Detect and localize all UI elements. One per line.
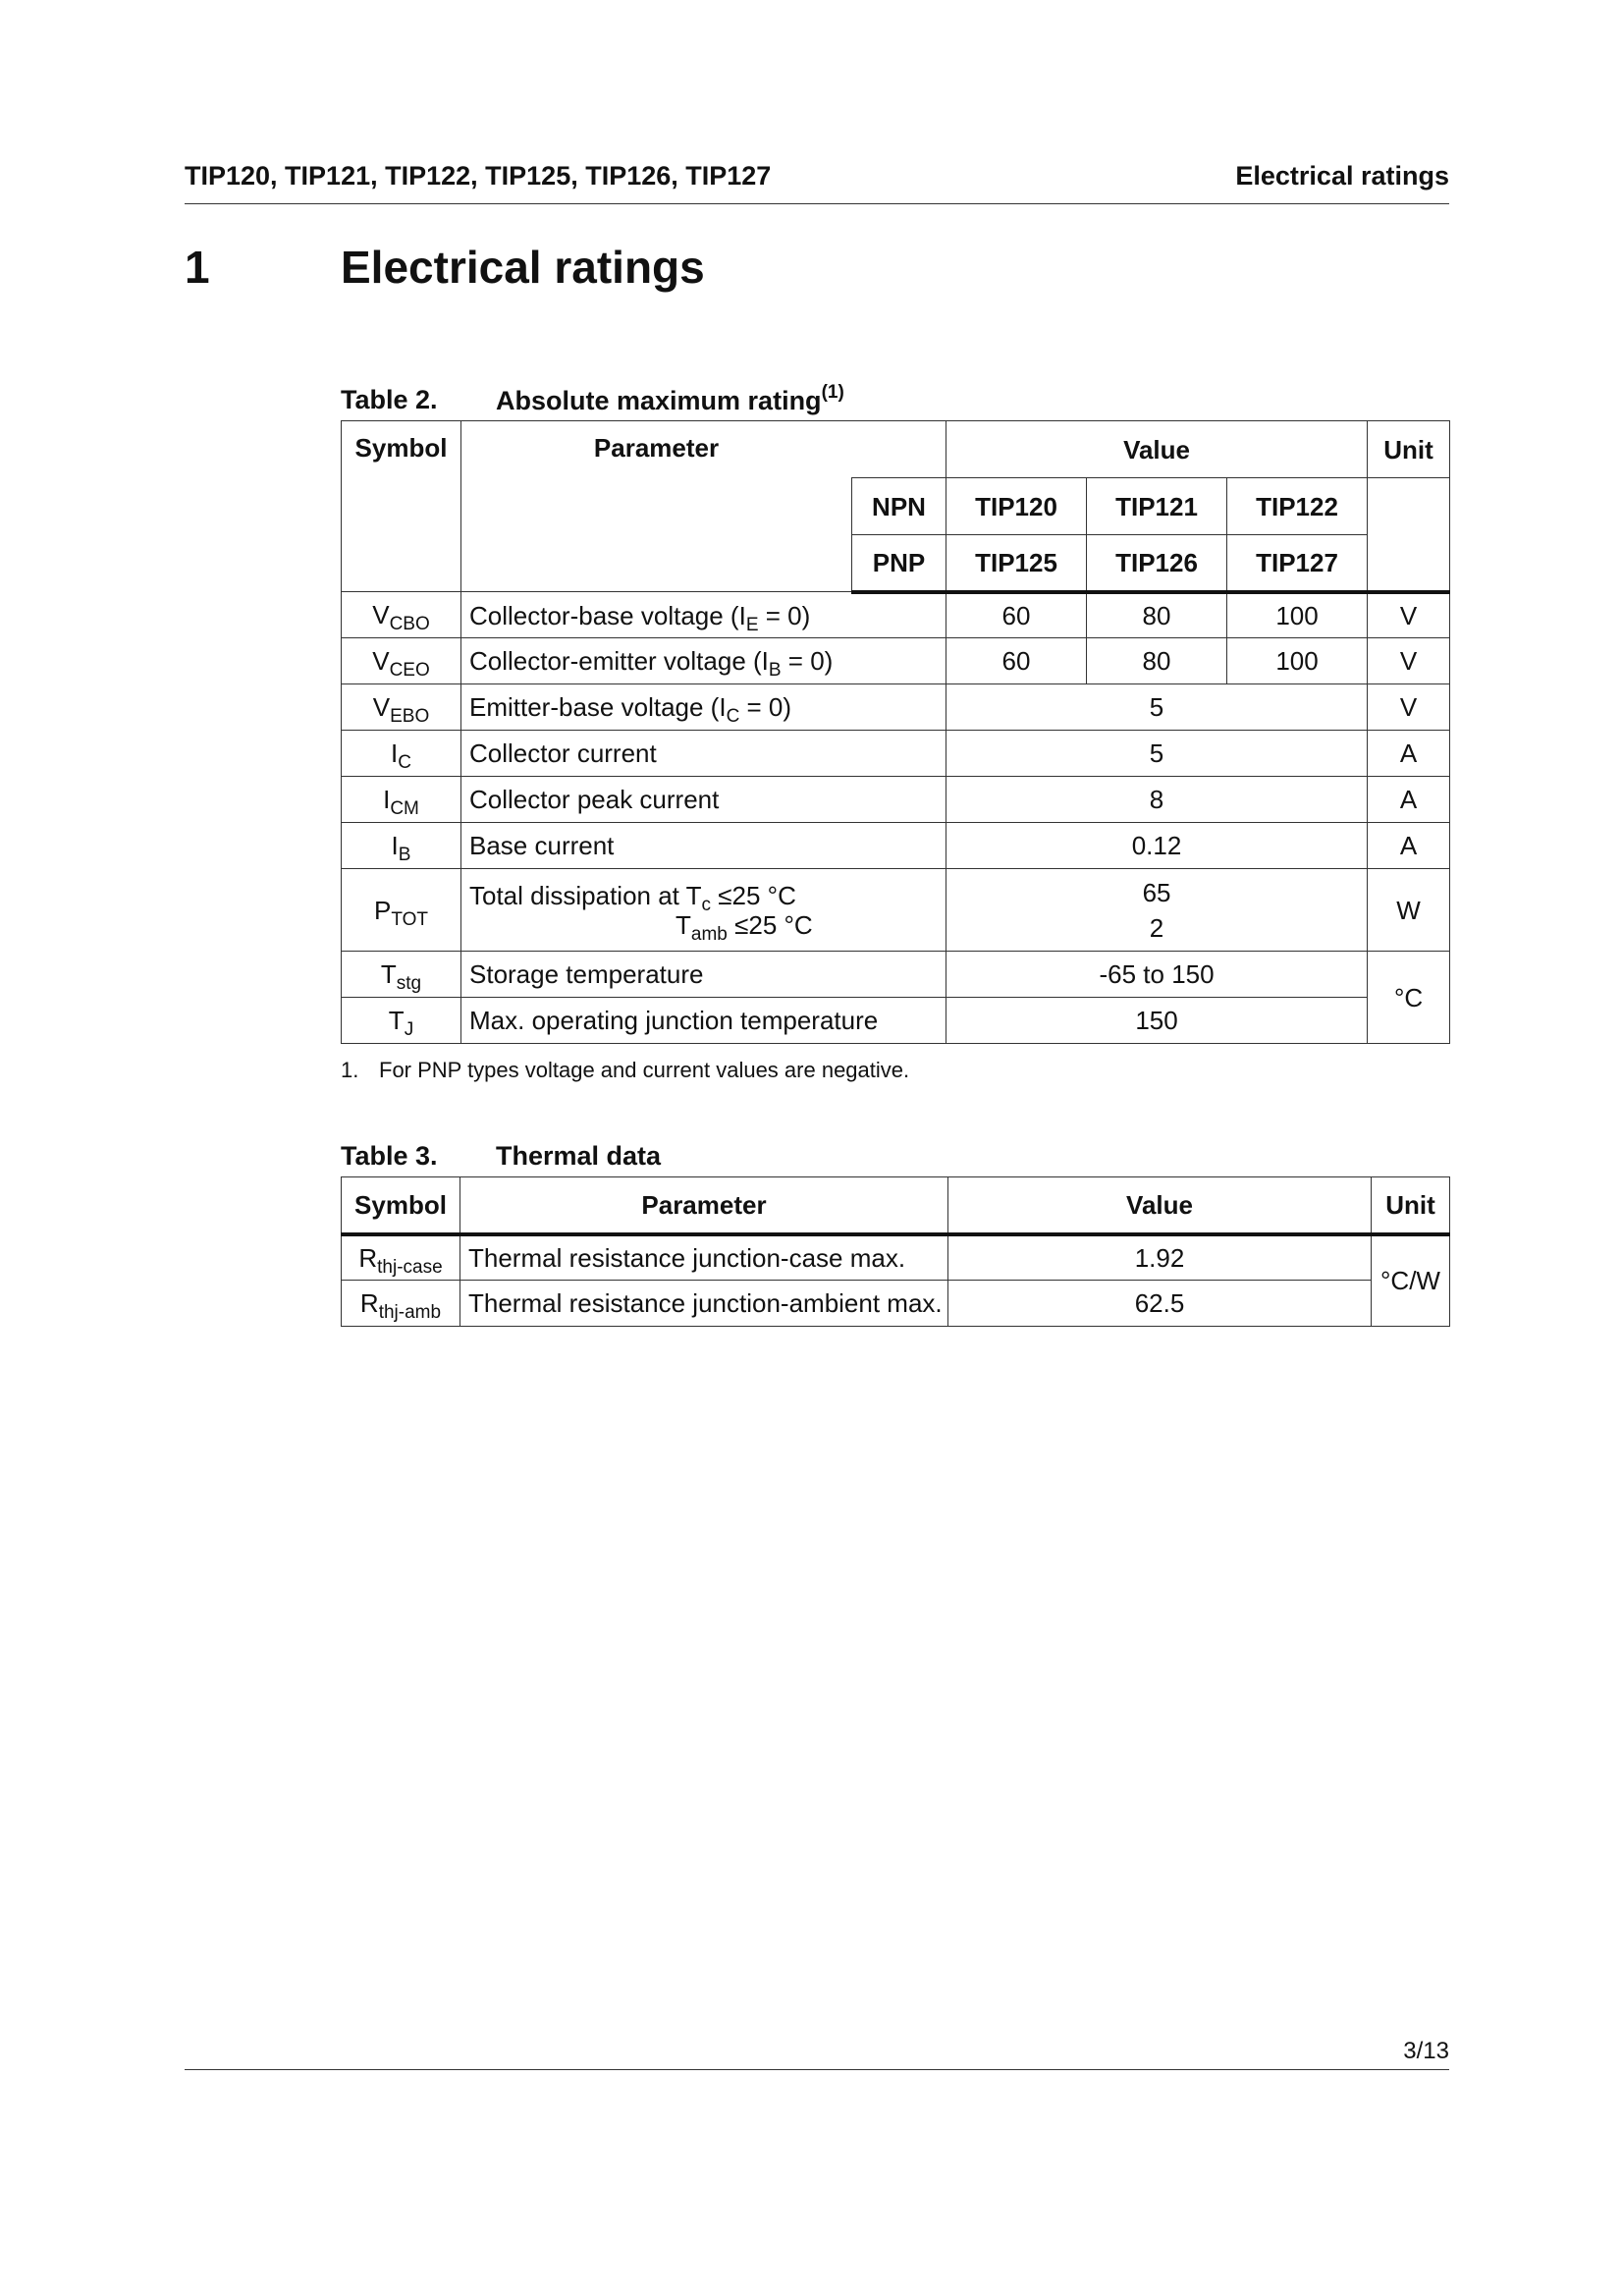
table-row: [342, 1281, 1450, 1327]
value-cell: 100: [1227, 592, 1368, 638]
col-header-unit: Unit: [1372, 1177, 1450, 1234]
parameter-cell: Total dissipation at $T_c \le 25$ °C $T_{amb} \le 25$ °C: [461, 869, 946, 952]
pnp-label: PNP: [852, 535, 946, 592]
section-title: Electrical ratings: [341, 242, 705, 293]
pnp-part-1: TIP125: [946, 535, 1087, 592]
npn-part-2: TIP121: [1087, 478, 1227, 535]
parameter-cell: Storage temperature: [461, 952, 946, 998]
col-header-symbol: Symbol: [342, 1177, 460, 1234]
symbol-cell: $P_{TOT}$: [342, 869, 461, 952]
symbol-cell: $V_{CBO}$: [342, 592, 461, 638]
col-header-symbol: Symbol: [342, 421, 461, 592]
pnp-part-2: TIP126: [1087, 535, 1227, 592]
value-cell: 62.5: [948, 1281, 1372, 1327]
value-cell: 5: [946, 731, 1368, 777]
table-row: [342, 998, 1450, 1044]
col-header-parameter: Parameter: [460, 1177, 948, 1234]
col-header-value: Value: [946, 421, 1368, 478]
symbol-cell: $T_{stg}$: [342, 952, 461, 998]
unit-cell: °C/W: [1372, 1234, 1450, 1327]
table-row: [342, 1234, 1450, 1281]
table2-caption-footnote-ref: (1): [821, 382, 844, 403]
unit-cell: A: [1368, 731, 1450, 777]
table3-caption-text: Thermal data: [496, 1141, 662, 1171]
value-cell: 100: [1227, 638, 1368, 684]
parameter-cell: Thermal resistance junction-ambient max.: [460, 1281, 948, 1327]
unit-cell: V: [1368, 638, 1450, 684]
param-header-blank: [461, 478, 852, 592]
table-row: [342, 638, 1450, 684]
value-cell: 1.92: [948, 1234, 1372, 1281]
parameter-cell: Collector peak current: [461, 777, 946, 823]
absolute-max-ratings-table: [341, 420, 1450, 1044]
unit-cell: W: [1368, 869, 1450, 952]
value-cell: 8: [946, 777, 1368, 823]
symbol-cell: $I_{CM}$: [342, 777, 461, 823]
col-header-value: Value: [948, 1177, 1372, 1234]
col-header-parameter: Parameter: [461, 421, 946, 478]
symbol-cell: $V_{EBO}$: [342, 684, 461, 731]
thermal-data-table: [341, 1176, 1450, 1327]
parameter-cell: Collector-base voltage $(I_E = 0)$: [461, 592, 946, 638]
table-row: [342, 592, 1450, 638]
value-cell: 5: [946, 684, 1368, 731]
unit-cell: V: [1368, 684, 1450, 731]
header-rule: [185, 203, 1449, 204]
table-row: [342, 823, 1450, 869]
npn-part-3: TIP122: [1227, 478, 1368, 535]
table-row: [342, 952, 1450, 998]
unit-cell: A: [1368, 777, 1450, 823]
value-cell: 60: [946, 638, 1087, 684]
unit-cell: V: [1368, 592, 1450, 638]
page-number: 3/13: [1403, 2038, 1449, 2064]
table-row: [342, 731, 1450, 777]
running-header-section: Electrical ratings: [1235, 161, 1449, 191]
npn-label: NPN: [852, 478, 946, 535]
npn-part-1: TIP120: [946, 478, 1087, 535]
unit-header-blank: [1368, 478, 1450, 592]
table-row: [342, 777, 1450, 823]
value-cell: -65 to 150: [946, 952, 1368, 998]
parameter-cell: Base current: [461, 823, 946, 869]
footnote-text: For PNP types voltage and current values are negative.: [379, 1058, 910, 1082]
table2-caption: [496, 378, 844, 417]
symbol-cell: $I_C$: [342, 731, 461, 777]
section-number: 1: [185, 242, 210, 293]
symbol-cell: $R_{thj-case}$: [342, 1234, 460, 1281]
value-cell: 0.12: [946, 823, 1368, 869]
value-cell: 80: [1087, 592, 1227, 638]
running-header-title: TIP120, TIP121, TIP122, TIP125, TIP126, TIP127: [185, 161, 772, 191]
table-row: [342, 869, 1450, 952]
symbol-cell: $I_B$: [342, 823, 461, 869]
footer-rule: [185, 2069, 1449, 2070]
table-row: [342, 684, 1450, 731]
parameter-cell: Thermal resistance junction-case max.: [460, 1234, 948, 1281]
table2-caption-number: Table 2.: [341, 385, 438, 414]
value-cell: 80: [1087, 638, 1227, 684]
table3-caption-number: Table 3.: [341, 1141, 438, 1171]
symbol-cell: $T_J$: [342, 998, 461, 1044]
table2-caption-text: Absolute maximum rating: [496, 386, 822, 415]
pnp-part-3: TIP127: [1227, 535, 1368, 592]
parameter-cell: Emitter-base voltage $(I_C = 0)$: [461, 684, 946, 731]
symbol-cell: $V_{CEO}$: [342, 638, 461, 684]
value-cell: 65 2: [946, 869, 1368, 952]
value-cell: 60: [946, 592, 1087, 638]
parameter-cell: Collector current: [461, 731, 946, 777]
footnote-number: 1.: [341, 1058, 359, 1082]
col-header-unit: Unit: [1368, 421, 1450, 478]
unit-cell: °C: [1368, 952, 1450, 1044]
parameter-cell: Max. operating junction temperature: [461, 998, 946, 1044]
symbol-cell: $R_{thj-amb}$: [342, 1281, 460, 1327]
parameter-cell: Collector-emitter voltage $(I_B = 0)$: [461, 638, 946, 684]
value-cell: 150: [946, 998, 1368, 1044]
unit-cell: A: [1368, 823, 1450, 869]
table2-footnote: [341, 1057, 909, 1084]
